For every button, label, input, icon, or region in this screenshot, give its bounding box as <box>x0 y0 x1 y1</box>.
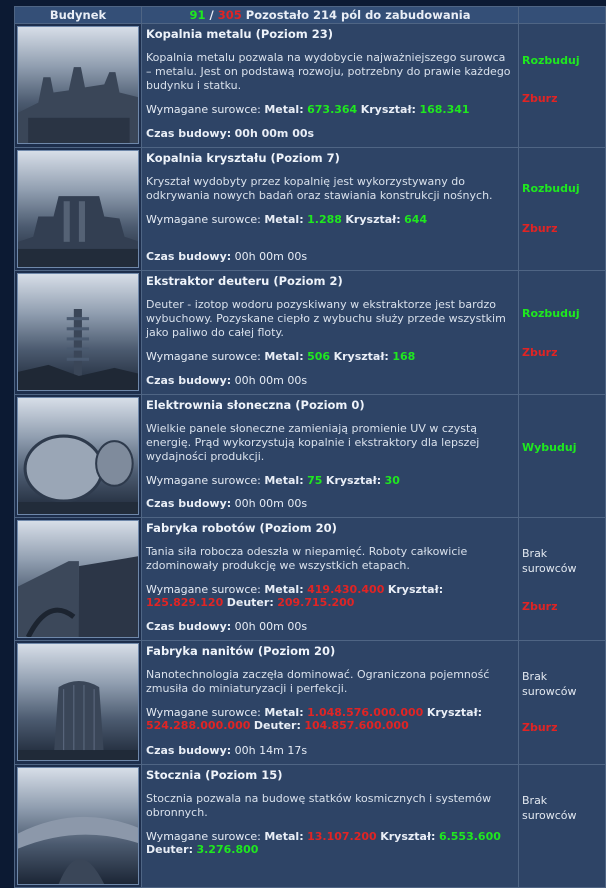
crystal-mine-image[interactable] <box>17 150 139 268</box>
fields-remaining-text: Pozostało 214 pól do zabudowania <box>245 8 471 22</box>
build-time: Czas budowy: 00h 00m 00s <box>146 620 308 633</box>
metal-mine-image[interactable] <box>17 26 139 144</box>
building-description: Kryształ wydobyty przez kopalnię jest wykorzystywany do odkrywania nowych badań oraz stawiania konstrukcji nośnych. <box>146 175 493 202</box>
crystal-cost: 168.341 <box>419 103 470 116</box>
metal-cost: 506 <box>307 350 331 363</box>
crystal-cost: 168 <box>392 350 416 363</box>
building-row-robotics-factory <box>15 518 606 641</box>
metal-cost: 1.048.576.000.000 <box>307 706 424 719</box>
required-resources: Wymagane surowce: Metal: 1.288 Kryształ: 644 <box>146 213 428 226</box>
crystal-cost: 524.288.000.000 <box>146 719 251 732</box>
metal-cost: 13.107.200 <box>307 830 377 843</box>
deuterium-cost: 209.715.200 <box>277 596 355 609</box>
crystal-cost: 644 <box>404 213 428 226</box>
building-description: Tania siła robocza odeszła w niepamięć. Roboty całkowicie zdominowały produkcję we wszystkich etapach. <box>146 545 468 572</box>
column-header-building: Budynek <box>15 7 142 24</box>
build-time: Czas budowy: 00h 00m 00s <box>146 497 308 510</box>
robotics-factory-image[interactable] <box>17 520 139 638</box>
crystal-cost: 125.829.120 <box>146 596 224 609</box>
build-time: Czas budowy: 00h 00m 00s <box>146 127 315 140</box>
building-row-nanite-factory <box>15 641 606 765</box>
solar-plant-image[interactable] <box>17 397 139 515</box>
building-title[interactable]: Fabryka nanitów (Poziom 20) <box>146 644 336 658</box>
building-row-solar-plant <box>15 395 606 518</box>
insufficient-resources-label: Brak surowców <box>522 794 577 822</box>
fields-used: 91 <box>189 8 206 22</box>
nanite-factory-image[interactable] <box>17 643 139 761</box>
deuterium-cost: 3.276.800 <box>196 843 259 856</box>
crystal-cost: 6.553.600 <box>438 830 501 843</box>
shipyard-image[interactable] <box>17 767 139 885</box>
build-time: Czas budowy: 00h 00m 00s <box>146 374 308 387</box>
upgrade-button[interactable]: Rozbuduj <box>522 182 580 195</box>
demolish-button[interactable]: Zburz <box>522 346 558 359</box>
building-title[interactable]: Fabryka robotów (Poziom 20) <box>146 521 337 535</box>
building-row-deuterium-extractor <box>15 271 606 395</box>
upgrade-button[interactable]: Rozbuduj <box>522 54 580 67</box>
building-description: Deuter - izotop wodoru pozyskiwany w ekstraktorze jest bardzo wybuchowy. Pozyskane ciepło z wybuchu służy przede wszystkim jako paliwo do całej floty. <box>146 298 506 339</box>
demolish-button[interactable]: Zburz <box>522 721 558 734</box>
metal-cost: 75 <box>307 474 323 487</box>
deuterium-cost: 104.857.600.000 <box>304 719 409 732</box>
deuterium-extractor-image[interactable] <box>17 273 139 391</box>
building-description: Nanotechnologia zaczęła dominować. Ograniczona pojemność zmusiła do miniaturyzacji i perfekcji. <box>146 668 490 695</box>
demolish-button[interactable]: Zburz <box>522 600 558 613</box>
crystal-cost: 30 <box>384 474 400 487</box>
demolish-button[interactable]: Zburz <box>522 222 558 235</box>
fields-total: 305 <box>217 8 242 22</box>
building-row-metal-mine <box>15 24 606 148</box>
building-title[interactable]: Elektrownia słoneczna (Poziom 0) <box>146 398 365 412</box>
required-resources: Wymagane surowce: Metal: 13.107.200 Kryształ: 6.553.600 Deuter: 3.276.800 <box>146 830 501 856</box>
metal-cost: 419.430.400 <box>307 583 385 596</box>
required-resources: Wymagane surowce: Metal: 1.048.576.000.000 Kryształ: 524.288.000.000 Deuter: 104.857.600.000 <box>146 706 483 732</box>
insufficient-resources-label: Brak surowców <box>522 547 577 575</box>
building-row-shipyard <box>15 765 606 888</box>
build-time: Czas budowy: 00h 00m 00s <box>146 250 308 263</box>
build-button[interactable]: Wybuduj <box>522 441 577 454</box>
fields-summary: 91 / 305 Pozostało 214 pól do zabudowania <box>142 7 519 24</box>
upgrade-button[interactable]: Rozbuduj <box>522 307 580 320</box>
building-description: Kopalnia metalu pozwala na wydobycie najważniejszego surowca – metalu. Jest on podstawą rozwoju, potrzebny do prawie każdego budynku i statku. <box>146 51 511 92</box>
build-time: Czas budowy: 00h 14m 17s <box>146 744 308 757</box>
building-row-crystal-mine <box>15 148 606 271</box>
building-title[interactable]: Ekstraktor deuteru (Poziom 2) <box>146 274 343 288</box>
building-description: Stocznia pozwala na budowę statków kosmicznych i systemów obronnych. <box>146 792 492 819</box>
building-description: Wielkie panele słoneczne zamieniają promienie UV w czystą energię. Prąd wykorzystują kopalnie i ekstraktory dla lepszej wydajności produkcji. <box>146 422 480 463</box>
building-title[interactable]: Stocznia (Poziom 15) <box>146 768 283 782</box>
building-title[interactable]: Kopalnia kryształu (Poziom 7) <box>146 151 340 165</box>
insufficient-resources-label: Brak surowców <box>522 670 577 698</box>
required-resources: Wymagane surowce: Metal: 419.430.400 Kryształ: 125.829.120 Deuter: 209.715.200 <box>146 583 444 609</box>
demolish-button[interactable]: Zburz <box>522 92 558 105</box>
metal-cost: 673.364 <box>307 103 358 116</box>
required-resources: Wymagane surowce: Metal: 506 Kryształ: 168 <box>146 350 416 363</box>
required-resources: Wymagane surowce: Metal: 75 Kryształ: 30 <box>146 474 400 487</box>
required-resources: Wymagane surowce: Metal: 673.364 Kryształ: 168.341 <box>146 103 470 116</box>
metal-cost: 1.288 <box>307 213 342 226</box>
building-title[interactable]: Kopalnia metalu (Poziom 23) <box>146 27 333 41</box>
